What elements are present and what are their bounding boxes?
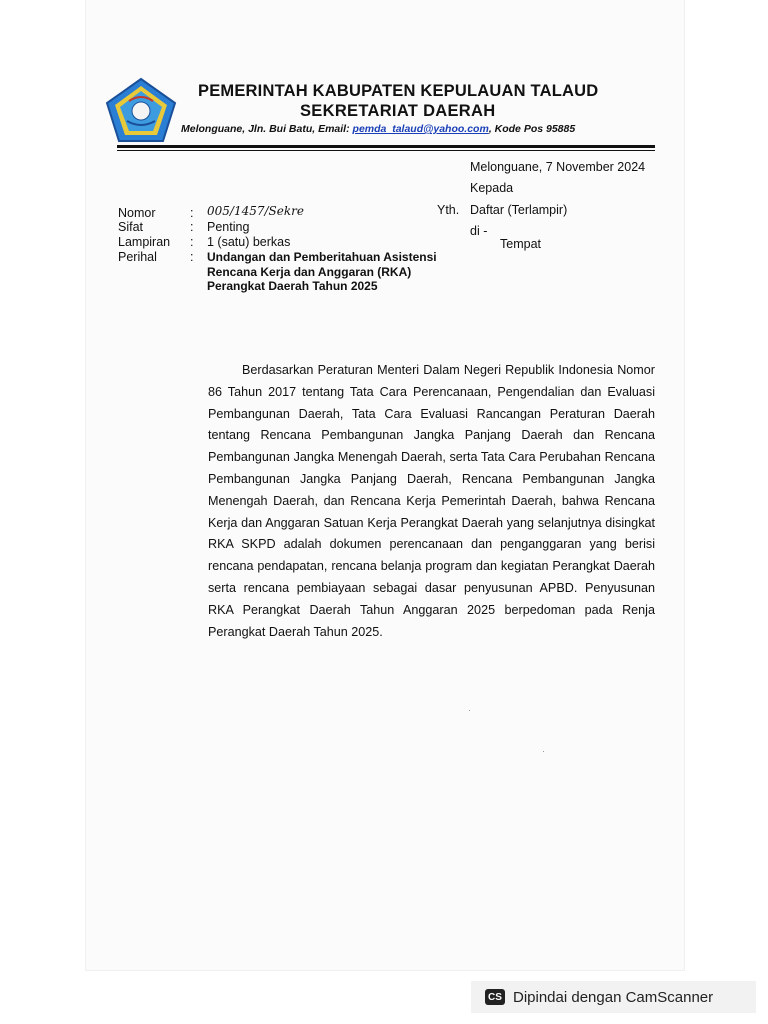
letter-body [208, 360, 655, 643]
letterhead-rule-thick [117, 145, 655, 148]
nomor-value: 005/1457/Sekre [207, 204, 304, 218]
perihal-label: Perihal [118, 250, 157, 264]
sifat-colon: : [190, 220, 194, 234]
sifat-label: Sifat [118, 220, 144, 234]
yth-label: Yth. [437, 203, 460, 217]
letter-date: Melonguane, 7 November 2024 [470, 160, 646, 174]
addressee: Daftar (Terlampir) [470, 203, 568, 217]
lampiran-colon: : [190, 235, 194, 249]
kepada-label: Kepada [470, 181, 514, 195]
scan-speck [543, 751, 544, 752]
lampiran-label: Lampiran [118, 235, 171, 249]
letterhead-address [181, 123, 575, 135]
letterhead-org-line1: PEMERINTAH KABUPATEN KEPULAUAN TALAUD [198, 82, 599, 100]
sifat-value: Penting [207, 220, 250, 234]
nomor-colon: : [190, 206, 194, 220]
perihal-value: Undangan dan Pemberitahuan Asistensi Rencana Kerja dan Anggaran (RKA) Perangkat Daerah Tahun 2025 [207, 250, 437, 293]
camscanner-watermark [471, 981, 756, 1013]
camscanner-icon: CS [485, 989, 505, 1005]
tempat-label: Tempat [500, 237, 541, 251]
scan-speck [469, 710, 470, 711]
letterhead-rule-thin [117, 150, 655, 151]
nomor-label: Nomor [118, 206, 156, 220]
email-link[interactable]: pemda_talaud@yahoo.com [352, 123, 489, 135]
address-prefix: Melonguane, Jln. Bui Batu, Email: [181, 123, 353, 135]
address-suffix: , Kode Pos 95885 [488, 123, 576, 135]
camscanner-label: Dipindai dengan CamScanner [513, 988, 714, 1006]
di-label: di - [470, 224, 488, 238]
perihal-colon: : [190, 250, 194, 264]
regency-emblem-icon [105, 77, 177, 143]
lampiran-value: 1 (satu) berkas [207, 235, 291, 249]
body-paragraph: Berdasarkan Peraturan Menteri Dalam Negeri Republik Indonesia Nomor 86 Tahun 2017 tentang Tata Cara Perencanaan, Pengendalian dan Evaluasi Pembangunan Daerah, Tata Cara Evaluasi Rancangan Peraturan Daerah tentang Rencana Pembangunan Jangka Panjang Daerah dan Rencana Pembangunan Jangka Menengah Daerah, serta Tata Cara Perubahan Rencana Pembangunan Jangka Panjang Daerah, Rencana Pembangunan Jangka Menengah Daerah, dan Rencana Kerja Pemerintah Daerah, bahwa Rencana Kerja dan Anggaran Satuan Kerja Perangkat Daerah yang selanjutnya disingkat RKA SKPD adalah dokumen perencanaan dan penganggaran yang berisi rencana pendapatan, rencana belanja program dan kegiatan Perangkat Daerah serta rencana pembiayaan sebagai dasar penyusunan APBD. Penyusunan RKA Perangkat Daerah Tahun Anggaran 2025 berpedoman pada Renja Perangkat Daerah Tahun 2025. [208, 363, 655, 639]
letterhead-org-line2: SEKRETARIAT DAERAH [300, 102, 496, 120]
